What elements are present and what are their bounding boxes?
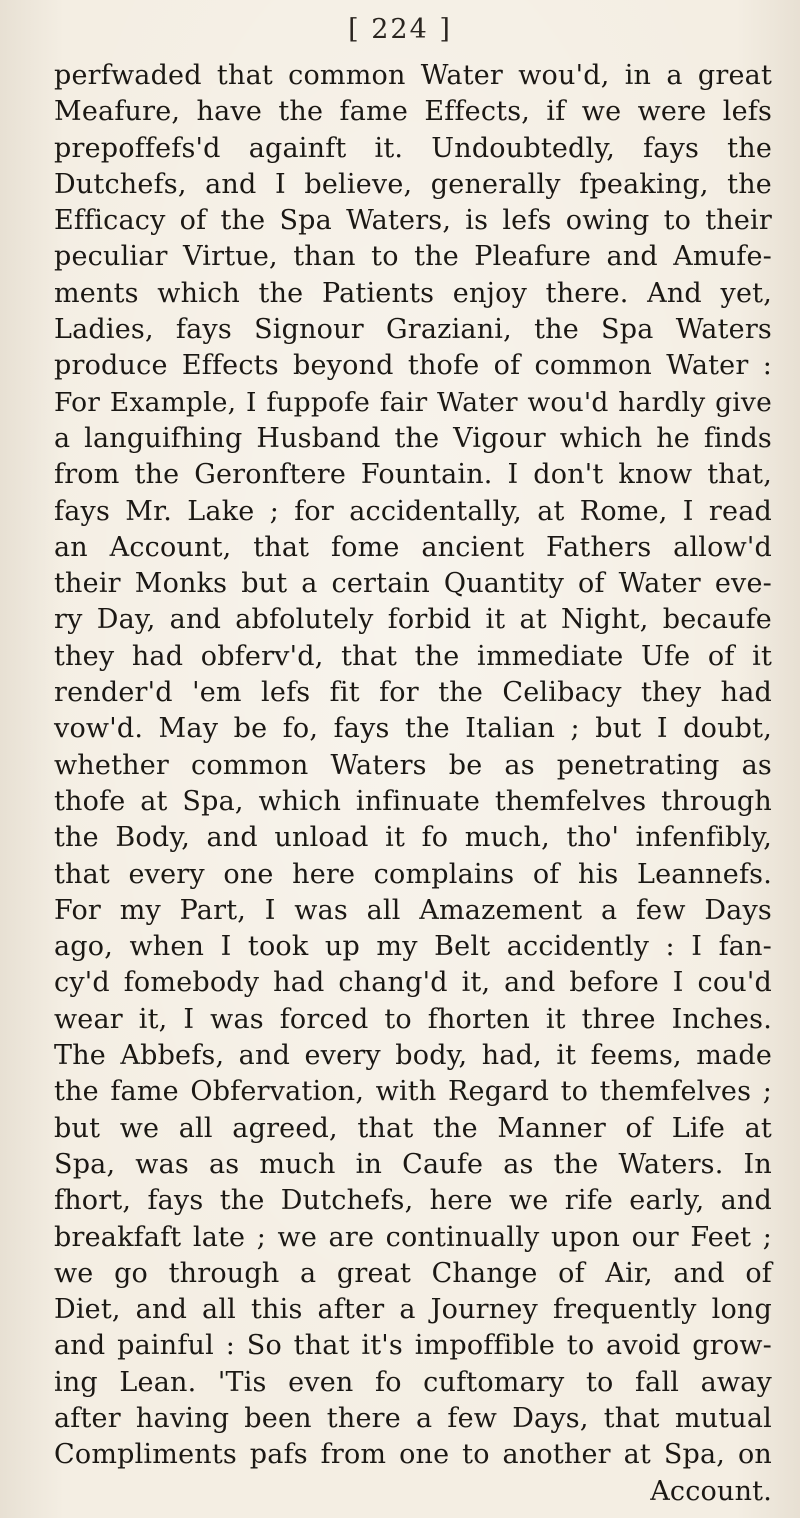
- text-line: an Account, that fome ancient Fathers allow'd: [54, 531, 772, 563]
- text-line: Compliments pafs from one to another at Spa, on: [54, 1439, 772, 1471]
- text-line: the Body, and unload it fo much, tho' infenfibly,: [54, 822, 772, 854]
- text-line: perfwaded that common Water wou'd, in a great: [54, 60, 772, 91]
- text-line: Ladies, fays Signour Graziani, the Spa Waters: [54, 314, 772, 346]
- text-line: after having been there a few Days, that mutual: [54, 1402, 772, 1434]
- text-line: cy'd fomebody had chang'd it, and before I cou'd: [54, 967, 772, 999]
- text-line: produce Effects beyond thofe of common Water :: [54, 350, 772, 382]
- text-line: ago, when I took up my Belt accidently : I fan-: [54, 931, 772, 963]
- text-line: the fame Obfervation, with Regard to themfelves ;: [54, 1076, 772, 1108]
- text-line: we go through a great Change of Air, and of: [54, 1257, 772, 1289]
- catchword-line: Account.: [650, 1475, 772, 1507]
- text-line: but we all agreed, that the Manner of Life at: [54, 1112, 772, 1144]
- text-line: from the Geronftere Fountain. I don't know that,: [54, 459, 772, 491]
- text-line: that every one here complains of his Leannefs.: [54, 858, 772, 890]
- text-line: ments which the Patients enjoy there. And yet,: [54, 277, 772, 309]
- text-line: prepoffefs'd againft it. Undoubtedly, fays the: [54, 132, 772, 164]
- text-line: vow'd. May be fo, fays the Italian ; but I doubt,: [54, 713, 772, 745]
- text-line: breakfaft late ; we are continually upon our Feet ;: [54, 1221, 772, 1253]
- text-line: Diet, and all this after a Journey frequently long: [54, 1294, 772, 1326]
- text-line: For my Part, I was all Amazement a few Days: [54, 894, 772, 926]
- text-line: ing Lean. 'Tis even fo cuftomary to fall away: [54, 1366, 772, 1398]
- text-line: Efficacy of the Spa Waters, is lefs owing to their: [54, 205, 772, 237]
- text-line: fays Mr. Lake ; for accidentally, at Rome, I read: [54, 495, 772, 527]
- page-number: [ 224 ]: [348, 14, 452, 45]
- text-line: fhort, fays the Dutchefs, here we rife early, and: [54, 1185, 772, 1217]
- text-line: thofe at Spa, which infinuate themfelves through: [54, 785, 772, 817]
- text-line: render'd 'em lefs fit for the Celibacy they had: [54, 677, 772, 709]
- text-line: The Abbefs, and every body, had, it feems, made: [54, 1040, 772, 1072]
- text-line: a languifhing Husband the Vigour which he finds: [54, 422, 772, 454]
- text-line: their Monks but a certain Quantity of Water eve-: [54, 568, 772, 600]
- text-line: and painful : So that it's impoffible to avoid grow-: [54, 1330, 772, 1362]
- text-line: For Example, I fuppofe fair Water wou'd hardly give: [54, 386, 772, 418]
- text-line: ry Day, and abfolutely forbid it at Night, becaufe: [54, 604, 772, 636]
- text-line: Meafure, have the fame Effects, if we were lefs: [54, 96, 772, 128]
- text-line: Spa, was as much in Caufe as the Waters. In: [54, 1148, 772, 1180]
- text-line: peculiar Virtue, than to the Pleafure and Amufe-: [54, 241, 772, 273]
- body-text: [54, 58, 772, 1510]
- text-line: whether common Waters be as penetrating as: [54, 749, 772, 781]
- text-line: wear it, I was forced to fhorten it three Inches.: [54, 1003, 772, 1035]
- text-line: they had obferv'd, that the immediate Ufe of it: [54, 640, 772, 672]
- text-line: Dutchefs, and I believe, generally fpeaking, the: [54, 168, 772, 200]
